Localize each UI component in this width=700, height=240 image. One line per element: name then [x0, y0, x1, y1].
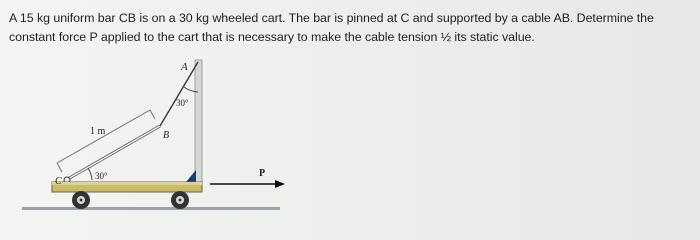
- problem-line-2: constant force P applied to the cart that is necessary to make the cable tension ½ its static value.: [9, 30, 535, 44]
- angle-label-cable: 30°: [176, 98, 189, 108]
- angle-label-bar: 30°: [95, 171, 108, 181]
- cable-ab: [160, 62, 198, 126]
- label-a: A: [181, 61, 188, 73]
- vertical-pole: [195, 60, 202, 182]
- label-b: B: [163, 130, 170, 141]
- ground-line: [22, 207, 280, 210]
- label-p: P: [259, 168, 266, 179]
- force-p-arrow: [210, 180, 285, 188]
- pole-support-triangle: [186, 170, 196, 182]
- angle-arc-bar: [88, 168, 92, 180]
- wheel-right: [171, 191, 189, 209]
- dimension-label: 1 m: [90, 126, 106, 137]
- label-c: C: [55, 176, 62, 187]
- problem-line-1: A 15 kg uniform bar CB is on a 30 kg wheeled cart. The bar is pinned at C and supported by a cable AB. Determine the: [9, 11, 654, 25]
- wheel-left: [72, 191, 90, 209]
